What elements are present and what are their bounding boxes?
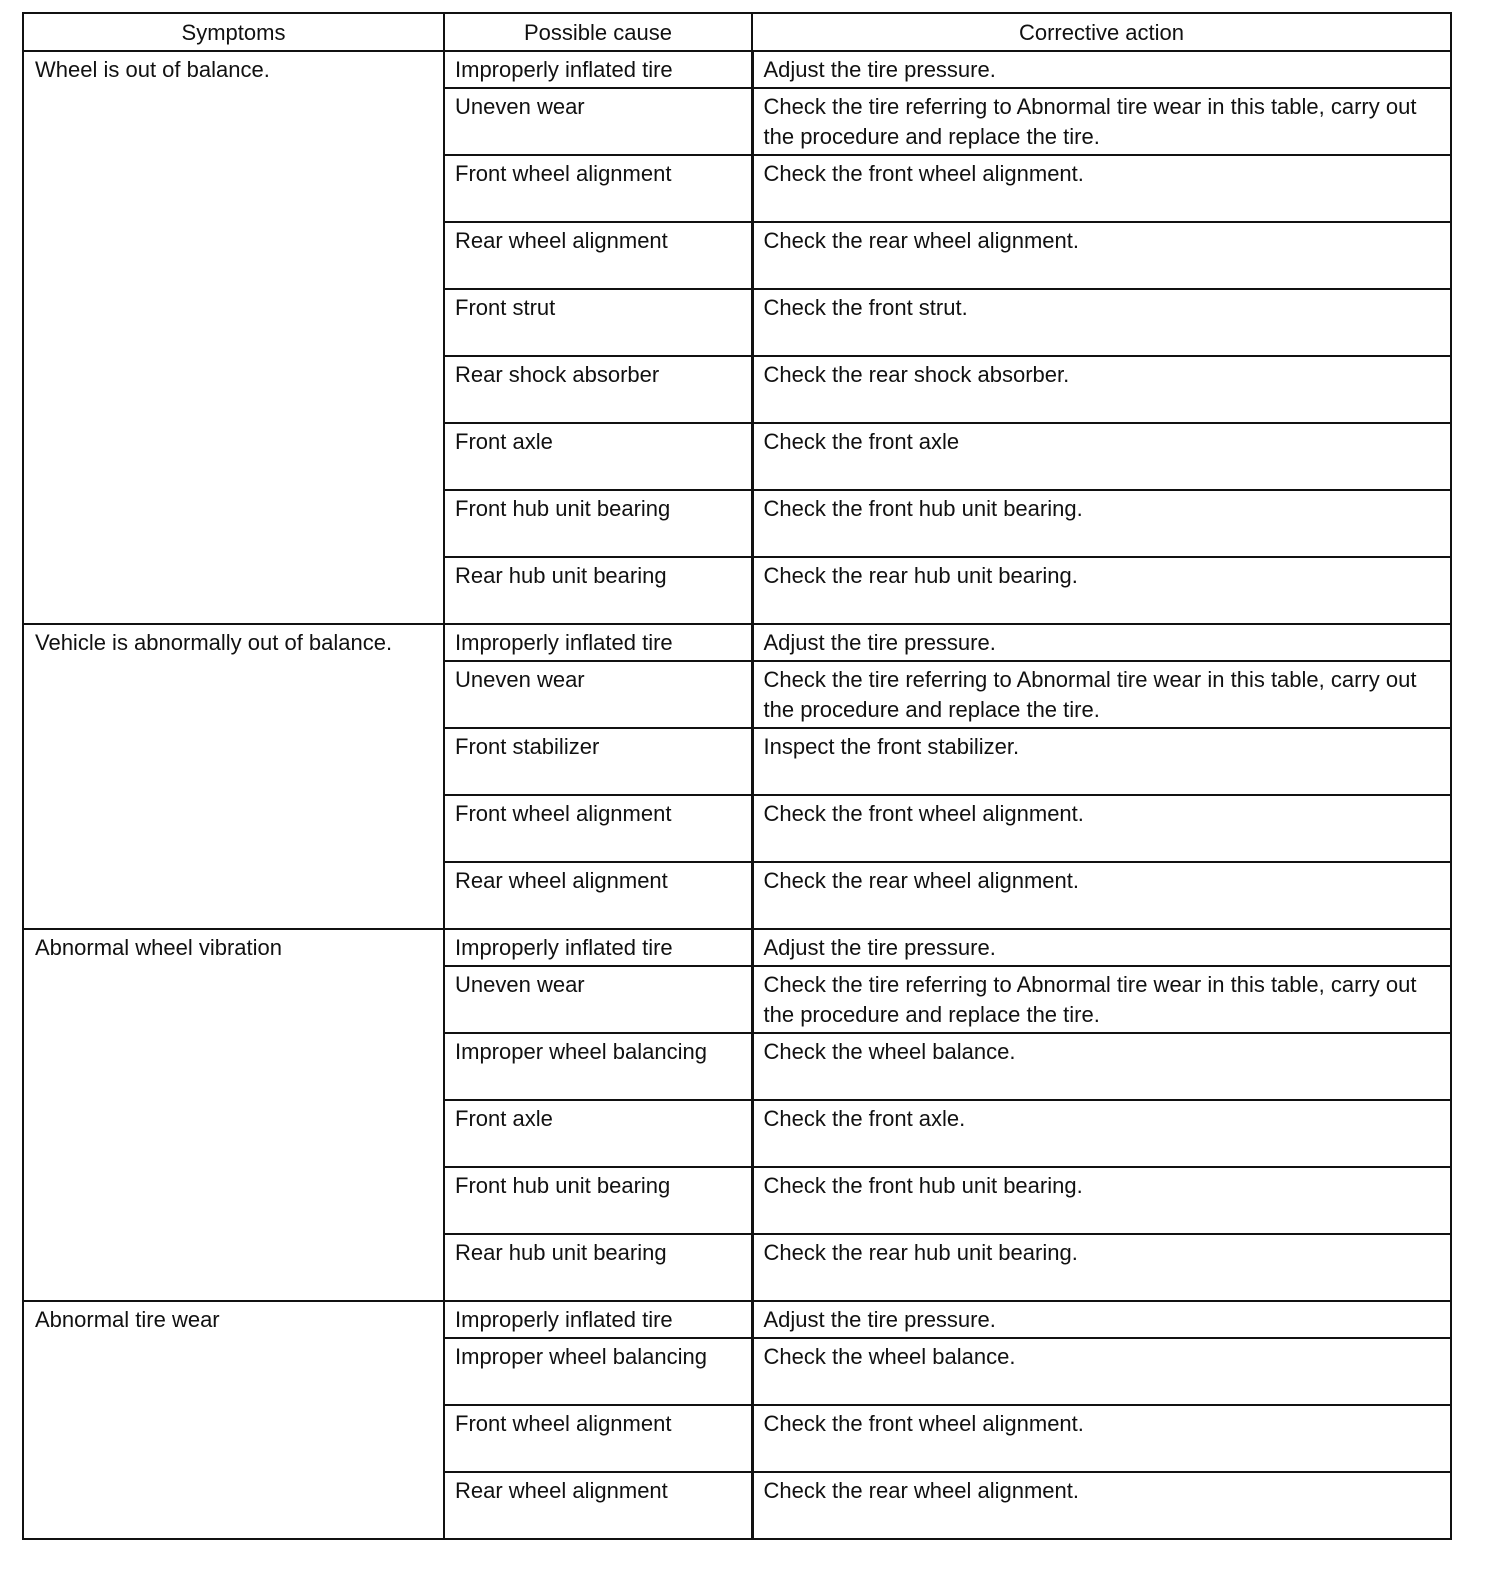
possible-cause-cell: Front wheel alignment bbox=[444, 155, 752, 222]
header-row bbox=[23, 13, 1451, 51]
possible-cause-cell: Rear hub unit bearing bbox=[444, 1234, 752, 1301]
corrective-action-cell: Check the tire referring to Abnormal tire wear in this table, carry out the procedure and replace the tire. bbox=[752, 661, 1451, 728]
table-row bbox=[23, 51, 1451, 88]
corrective-action-cell: Check the rear hub unit bearing. bbox=[752, 1234, 1451, 1301]
possible-cause-cell: Rear hub unit bearing bbox=[444, 557, 752, 624]
possible-cause-cell: Improperly inflated tire bbox=[444, 51, 752, 88]
table-row bbox=[23, 929, 1451, 966]
corrective-action-cell: Check the front axle bbox=[752, 423, 1451, 490]
corrective-action-cell: Check the front strut. bbox=[752, 289, 1451, 356]
corrective-action-cell: Check the rear hub unit bearing. bbox=[752, 557, 1451, 624]
possible-cause-cell: Uneven wear bbox=[444, 661, 752, 728]
possible-cause-cell: Front hub unit bearing bbox=[444, 1167, 752, 1234]
table-header bbox=[23, 13, 1451, 51]
possible-cause-cell: Front wheel alignment bbox=[444, 1405, 752, 1472]
corrective-action-cell: Adjust the tire pressure. bbox=[752, 929, 1451, 966]
corrective-action-cell: Check the front hub unit bearing. bbox=[752, 1167, 1451, 1234]
corrective-action-cell: Adjust the tire pressure. bbox=[752, 1301, 1451, 1338]
possible-cause-cell: Uneven wear bbox=[444, 88, 752, 155]
symptom-cell: Vehicle is abnormally out of balance. bbox=[23, 624, 444, 929]
corrective-action-cell: Check the tire referring to Abnormal tire wear in this table, carry out the procedure and replace the tire. bbox=[752, 88, 1451, 155]
corrective-action-cell: Check the wheel balance. bbox=[752, 1033, 1451, 1100]
possible-cause-cell: Rear wheel alignment bbox=[444, 1472, 752, 1539]
possible-cause-cell: Rear wheel alignment bbox=[444, 862, 752, 929]
corrective-action-cell: Inspect the front stabilizer. bbox=[752, 728, 1451, 795]
header-symptoms: Symptoms bbox=[23, 13, 444, 51]
possible-cause-cell: Improper wheel balancing bbox=[444, 1033, 752, 1100]
corrective-action-cell: Check the wheel balance. bbox=[752, 1338, 1451, 1405]
possible-cause-cell: Front axle bbox=[444, 1100, 752, 1167]
table-row bbox=[23, 624, 1451, 661]
table-row bbox=[23, 1301, 1451, 1338]
possible-cause-cell: Uneven wear bbox=[444, 966, 752, 1033]
header-possible-cause: Possible cause bbox=[444, 13, 752, 51]
possible-cause-cell: Front axle bbox=[444, 423, 752, 490]
corrective-action-cell: Check the rear wheel alignment. bbox=[752, 1472, 1451, 1539]
possible-cause-cell: Improper wheel balancing bbox=[444, 1338, 752, 1405]
symptom-cell: Abnormal tire wear bbox=[23, 1301, 444, 1539]
possible-cause-cell: Improperly inflated tire bbox=[444, 929, 752, 966]
corrective-action-cell: Check the front axle. bbox=[752, 1100, 1451, 1167]
symptom-cell: Abnormal wheel vibration bbox=[23, 929, 444, 1301]
corrective-action-cell: Check the front wheel alignment. bbox=[752, 795, 1451, 862]
corrective-action-cell: Adjust the tire pressure. bbox=[752, 624, 1451, 661]
possible-cause-cell: Improperly inflated tire bbox=[444, 624, 752, 661]
troubleshooting-table bbox=[22, 12, 1452, 1540]
symptom-cell: Wheel is out of balance. bbox=[23, 51, 444, 624]
corrective-action-cell: Check the tire referring to Abnormal tire wear in this table, carry out the procedure and replace the tire. bbox=[752, 966, 1451, 1033]
corrective-action-cell: Check the rear wheel alignment. bbox=[752, 862, 1451, 929]
corrective-action-cell: Check the front hub unit bearing. bbox=[752, 490, 1451, 557]
possible-cause-cell: Rear wheel alignment bbox=[444, 222, 752, 289]
possible-cause-cell: Front strut bbox=[444, 289, 752, 356]
header-corrective-action: Corrective action bbox=[752, 13, 1451, 51]
corrective-action-cell: Check the front wheel alignment. bbox=[752, 1405, 1451, 1472]
possible-cause-cell: Front stabilizer bbox=[444, 728, 752, 795]
possible-cause-cell: Front hub unit bearing bbox=[444, 490, 752, 557]
possible-cause-cell: Improperly inflated tire bbox=[444, 1301, 752, 1338]
table-body bbox=[23, 51, 1451, 1539]
corrective-action-cell: Adjust the tire pressure. bbox=[752, 51, 1451, 88]
corrective-action-cell: Check the rear shock absorber. bbox=[752, 356, 1451, 423]
possible-cause-cell: Front wheel alignment bbox=[444, 795, 752, 862]
corrective-action-cell: Check the front wheel alignment. bbox=[752, 155, 1451, 222]
possible-cause-cell: Rear shock absorber bbox=[444, 356, 752, 423]
corrective-action-cell: Check the rear wheel alignment. bbox=[752, 222, 1451, 289]
